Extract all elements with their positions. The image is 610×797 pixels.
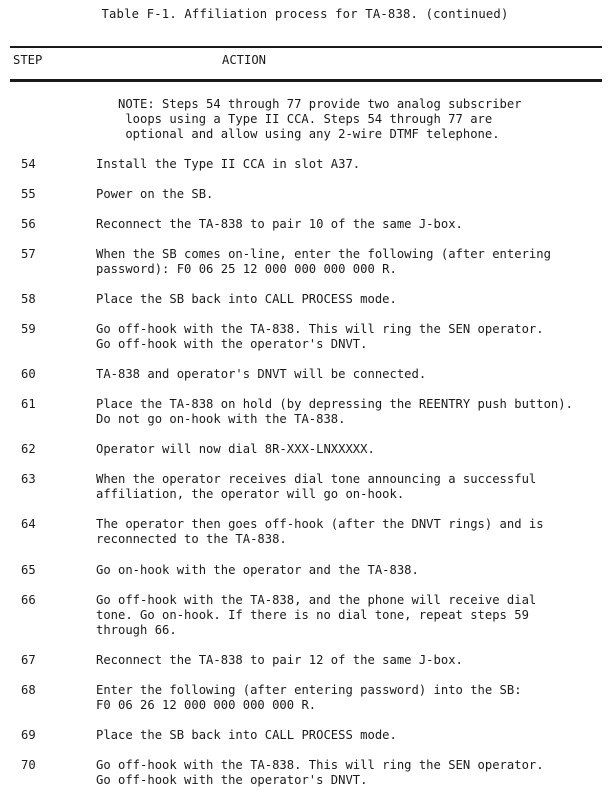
- step-action: Reconnect the TA-838 to pair 12 of the same J-box.: [96, 653, 463, 667]
- step-number: 64: [21, 517, 36, 531]
- step-number: 67: [21, 653, 36, 667]
- step-column-header: STEP: [13, 53, 43, 67]
- step-number: 59: [21, 322, 36, 336]
- step-number: 65: [21, 563, 36, 577]
- step-number: 62: [21, 442, 36, 456]
- step-number: 55: [21, 187, 36, 201]
- step-action: The operator then goes off-hook (after the DNVT rings) and is reconnected to the TA-838.: [96, 517, 544, 546]
- step-number: 70: [21, 758, 36, 772]
- note-text: NOTE: Steps 54 through 77 provide two analog subscriber loops using a Type II CCA. Steps 54 through 77 are optional and allow using any 2-wire DTMF telephone.: [118, 97, 522, 141]
- step-action: Place the SB back into CALL PROCESS mode.: [96, 728, 397, 742]
- step-action: Go off-hook with the TA-838, and the phone will receive dial tone. Go on-hook. If there is no dial tone, repeat steps 59 through 66.: [96, 593, 537, 637]
- step-number: 63: [21, 472, 36, 486]
- step-action: When the SB comes on-line, enter the following (after entering password): F0 06 25 12 000 000 000 000 R.: [96, 247, 551, 276]
- step-action: When the operator receives dial tone announcing a successful affiliation, the operator will go on-hook.: [96, 472, 537, 501]
- step-action: Go on-hook with the operator and the TA-838.: [96, 563, 419, 577]
- step-number: 58: [21, 292, 36, 306]
- step-action: Go off-hook with the TA-838. This will ring the SEN operator. Go off-hook with the operator's DNVT.: [96, 758, 544, 787]
- step-action: TA-838 and operator's DNVT will be connected.: [96, 367, 427, 381]
- step-number: 61: [21, 397, 36, 411]
- step-action: Go off-hook with the TA-838. This will ring the SEN operator. Go off-hook with the operator's DNVT.: [96, 322, 544, 351]
- step-action: Install the Type II CCA in slot A37.: [96, 157, 361, 171]
- table-top-rule: [10, 46, 602, 48]
- step-number: 56: [21, 217, 36, 231]
- step-number: 57: [21, 247, 36, 261]
- action-column-header: ACTION: [222, 53, 267, 67]
- step-number: 54: [21, 157, 36, 171]
- header-bottom-rule: [10, 79, 602, 82]
- step-number: 68: [21, 683, 36, 697]
- step-action: Place the TA-838 on hold (by depressing the REENTRY push button). Do not go on-hook with the TA-838.: [96, 397, 573, 426]
- step-action: Place the SB back into CALL PROCESS mode.: [96, 292, 397, 306]
- step-action: Enter the following (after entering password) into the SB: F0 06 26 12 000 000 000 000 R.: [96, 683, 522, 712]
- step-number: 66: [21, 593, 36, 607]
- step-action: Operator will now dial 8R-XXX-LNXXXXX.: [96, 442, 375, 456]
- page-title: Table F-1. Affiliation process for TA-838. (continued): [101, 7, 509, 21]
- step-action: Reconnect the TA-838 to pair 10 of the same J-box.: [96, 217, 463, 231]
- step-number: 69: [21, 728, 36, 742]
- step-action: Power on the SB.: [96, 187, 214, 201]
- step-number: 60: [21, 367, 36, 381]
